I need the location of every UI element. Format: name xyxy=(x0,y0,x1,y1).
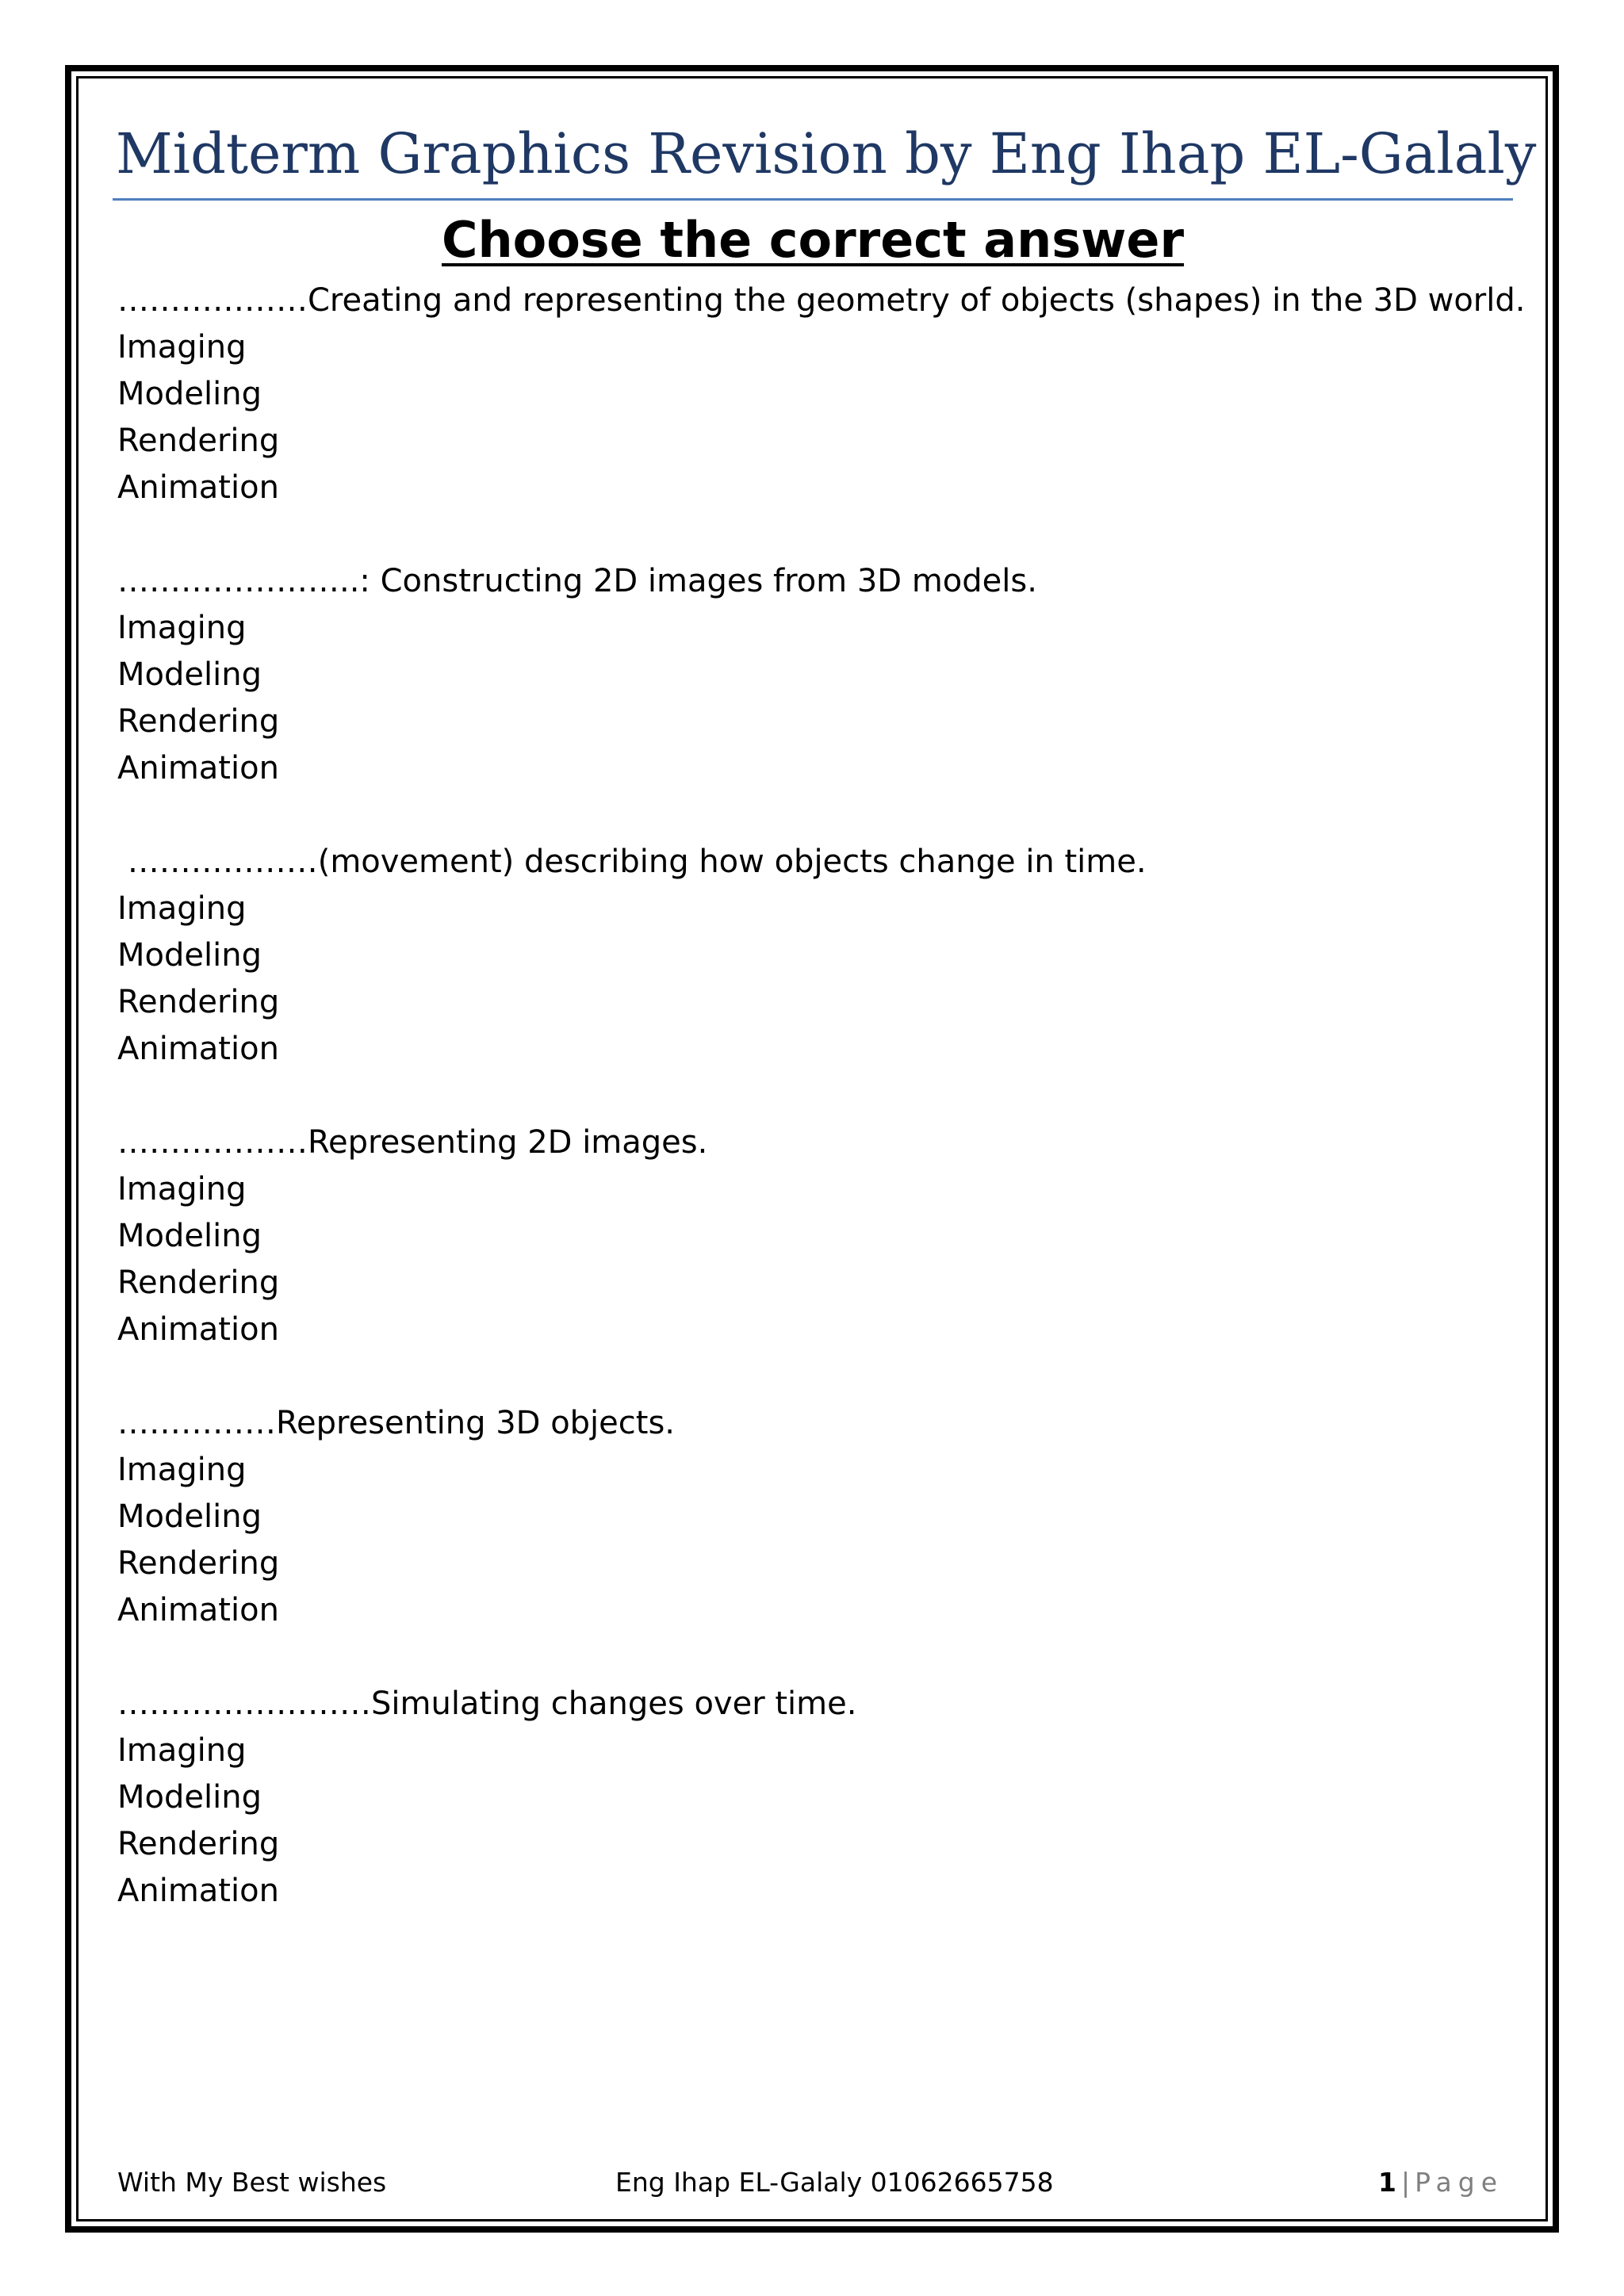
section-heading-text: Choose the correct answer xyxy=(441,211,1185,269)
option-imaging: Imaging xyxy=(117,329,247,365)
option-imaging: Imaging xyxy=(117,610,247,646)
footer-wishes: With My Best wishes xyxy=(117,2167,387,2198)
page-label: Page xyxy=(1415,2167,1503,2198)
question-stem: ………………(movement) describing how objects change in time. xyxy=(117,844,1147,880)
option-animation: Animation xyxy=(117,469,279,506)
option-imaging: Imaging xyxy=(117,1732,247,1769)
question-3 xyxy=(117,839,1513,1073)
option-animation: Animation xyxy=(117,750,279,786)
footer-author-contact: Eng Ihap EL-Galaly 01062665758 xyxy=(615,2167,1054,2198)
question-list xyxy=(117,277,1526,1961)
option-rendering: Rendering xyxy=(117,984,280,1020)
option-animation: Animation xyxy=(117,1031,279,1067)
option-rendering: Rendering xyxy=(117,423,280,459)
page-footer xyxy=(117,2163,1503,2202)
option-rendering: Rendering xyxy=(117,1545,280,1582)
question-6 xyxy=(117,1681,1513,1915)
option-imaging: Imaging xyxy=(117,1452,247,1488)
option-modeling: Modeling xyxy=(117,1779,262,1816)
option-animation: Animation xyxy=(117,1873,279,1909)
question-4 xyxy=(117,1119,1513,1353)
option-rendering: Rendering xyxy=(117,1265,280,1301)
question-stem: ………………Representing 2D images. xyxy=(117,1124,708,1161)
option-modeling: Modeling xyxy=(117,656,262,693)
option-rendering: Rendering xyxy=(117,1826,280,1862)
option-modeling: Modeling xyxy=(117,1498,262,1535)
option-modeling: Modeling xyxy=(117,1218,262,1254)
option-modeling: Modeling xyxy=(117,937,262,974)
option-animation: Animation xyxy=(117,1592,279,1628)
option-imaging: Imaging xyxy=(117,890,247,927)
footer-page-indicator xyxy=(1378,2163,1503,2202)
question-5 xyxy=(117,1400,1513,1634)
option-rendering: Rendering xyxy=(117,703,280,740)
question-1 xyxy=(117,277,1526,511)
question-stem: ……………………Simulating changes over time. xyxy=(117,1686,857,1722)
question-stem: ………………Creating and representing the geometry of objects (shapes) in the 3D world. xyxy=(117,282,1526,319)
page-number: 1 xyxy=(1378,2167,1396,2198)
document-title: Midterm Graphics Revision by Eng Ihap EL-Galaly xyxy=(116,121,1537,186)
question-stem: …………………..: Constructing 2D images from 3D models. xyxy=(117,563,1037,599)
option-modeling: Modeling xyxy=(117,376,262,412)
question-2 xyxy=(117,558,1513,792)
option-animation: Animation xyxy=(117,1311,279,1348)
question-stem: ……………Representing 3D objects. xyxy=(117,1405,676,1441)
page-separator: | xyxy=(1400,2167,1411,2198)
section-heading xyxy=(113,205,1513,276)
title-underline-rule xyxy=(113,198,1513,201)
option-imaging: Imaging xyxy=(117,1171,247,1207)
